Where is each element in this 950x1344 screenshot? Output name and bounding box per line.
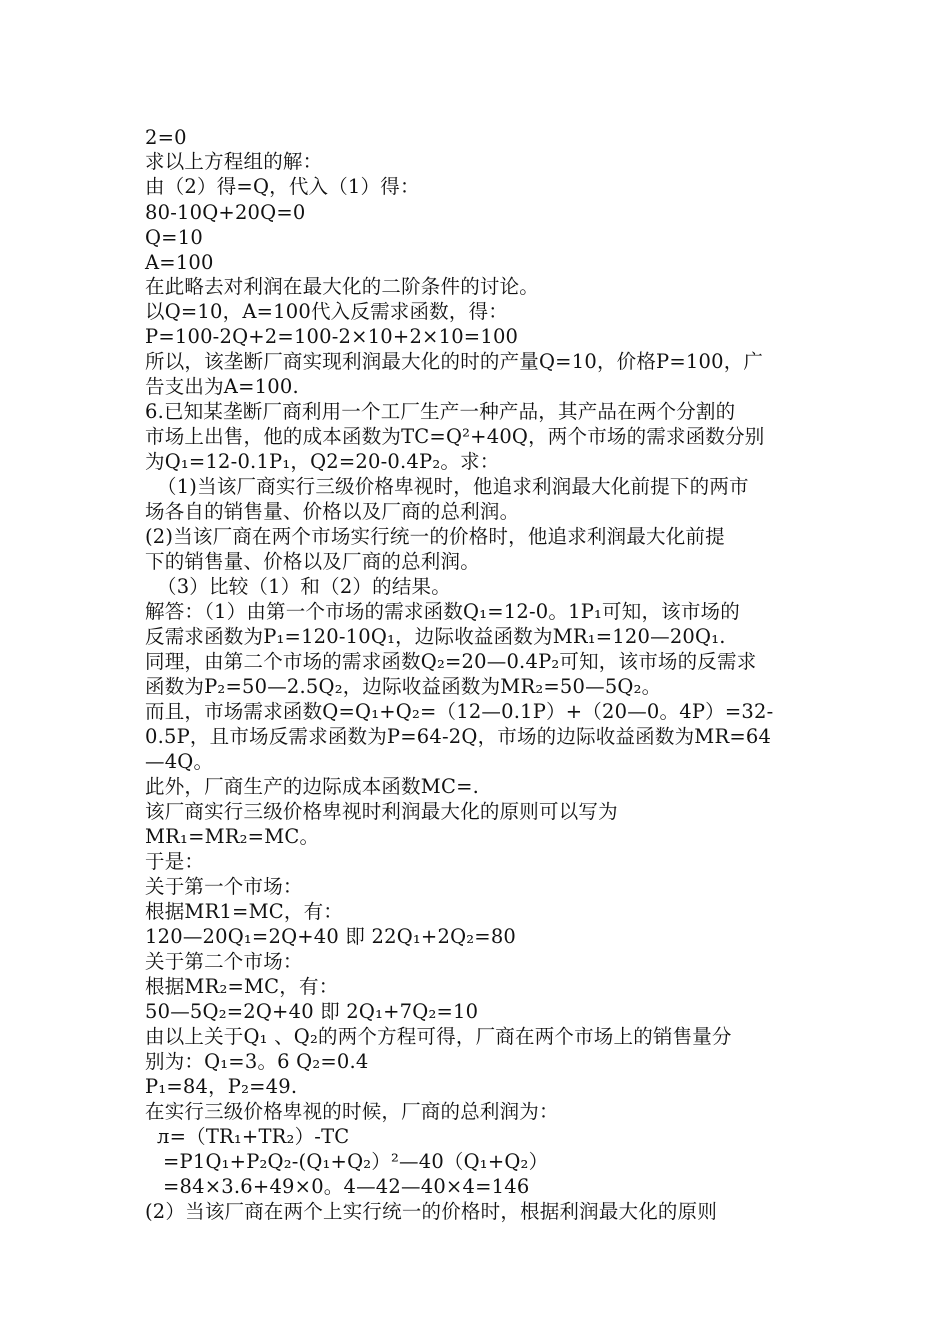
text-line: （3）比较（1）和（2）的结果。	[157, 575, 451, 598]
text-line: 所以，该垄断厂商实现利润最大化的时的产量Q=10，价格P=100，广	[145, 350, 764, 373]
text-line: 120—20Q₁=2Q+40 即 22Q₁+2Q₂=80	[145, 925, 517, 948]
formula-line: л=（TR₁+TR₂）-TC	[157, 1125, 350, 1148]
text-line: 市场上出售，他的成本函数为TC=Q²+40Q，两个市场的需求函数分别	[145, 425, 765, 448]
text-line: 根据MR₂=MC，有：	[145, 975, 339, 998]
text-line: P₁=84，P₂=49.	[145, 1075, 298, 1098]
text-line: 场各自的销售量、价格以及厂商的总利润。	[145, 500, 520, 523]
text-line: 0.5P，且市场反需求函数为P=64-2Q，市场的边际收益函数为MR=64	[145, 725, 772, 748]
text-line: 于是：	[145, 850, 205, 873]
text-line: —4Q。	[145, 750, 214, 773]
text-line: 反需求函数为P₁=120-10Q₁，边际收益函数为MR₁=120—20Q₁.	[145, 625, 726, 648]
question-heading: 6.已知某垄断厂商利用一个工厂生产一种产品，其产品在两个分割的	[145, 400, 736, 423]
text-line: 为Q₁=12-0.1P₁，Q2=20-0.4P₂。求：	[145, 450, 500, 473]
text-line: 由（2）得=Q，代入（1）得：	[145, 175, 420, 198]
text-line: 求以上方程组的解：	[145, 150, 323, 173]
text-line: 下的销售量、价格以及厂商的总利润。	[145, 550, 480, 573]
text-line: 同理，由第二个市场的需求函数Q₂=20—0.4P₂可知，该市场的反需求	[145, 650, 757, 673]
text-line: 在此略去对利润在最大化的二阶条件的讨论。	[145, 275, 540, 298]
text-line: 别为：Q₁=3。6 Q₂=0.4	[145, 1050, 369, 1073]
text-line: （1)当该厂商实行三级价格卑视时，他追求利润最大化前提下的两市	[157, 475, 749, 498]
text-line: 关于第一个市场：	[145, 875, 303, 898]
text-line: (2）当该厂商在两个上实行统一的价格时，根据利润最大化的原则	[145, 1200, 718, 1223]
formula-line: =84×3.6+49×0。4—42—40×4=146	[163, 1175, 530, 1198]
formula-line: =P1Q₁+P₂Q₂-(Q₁+Q₂）²—40（Q₁+Q₂）	[163, 1150, 549, 1173]
text-line: 解答：（1）由第一个市场的需求函数Q₁=12-0。1P₁可知，该市场的	[145, 600, 740, 623]
text-line: 50—5Q₂=2Q+40 即 2Q₁+7Q₂=10	[145, 1000, 479, 1023]
text-line: 由以上关于Q₁ 、Q₂的两个方程可得，厂商在两个市场上的销售量分	[145, 1025, 732, 1048]
text-line: 80-10Q+20Q=0	[145, 201, 306, 224]
text-line: 以Q=10，A=100代入反需求函数，得：	[145, 300, 508, 323]
text-line: MR₁=MR₂=MC。	[145, 825, 320, 848]
text-line: Q=10	[145, 226, 203, 249]
text-line: 在实行三级价格卑视的时候，厂商的总利润为：	[145, 1100, 559, 1123]
text-line: (2)当该厂商在两个市场实行统一的价格时，他追求利润最大化前提	[145, 525, 725, 548]
text-line: 而且，市场需求函数Q=Q₁+Q₂=（12—0.1P）+（20—0。4P）=32-	[145, 700, 774, 723]
text-line: 告支出为A=100.	[145, 375, 299, 398]
text-line: 该厂商实行三级价格卑视时利润最大化的原则可以写为	[145, 800, 618, 823]
text-line: 2=0	[145, 126, 187, 149]
text-line: P=100-2Q+2=100-2×10+2×10=100	[145, 325, 519, 348]
text-line: A=100	[145, 251, 214, 274]
text-line: 关于第二个市场：	[145, 950, 303, 973]
text-line: 根据MR1=MC，有：	[145, 900, 343, 923]
text-line: 此外，厂商生产的边际成本函数MC=.	[145, 775, 480, 798]
text-line: 函数为P₂=50—2.5Q₂，边际收益函数为MR₂=50—5Q₂。	[145, 675, 662, 698]
